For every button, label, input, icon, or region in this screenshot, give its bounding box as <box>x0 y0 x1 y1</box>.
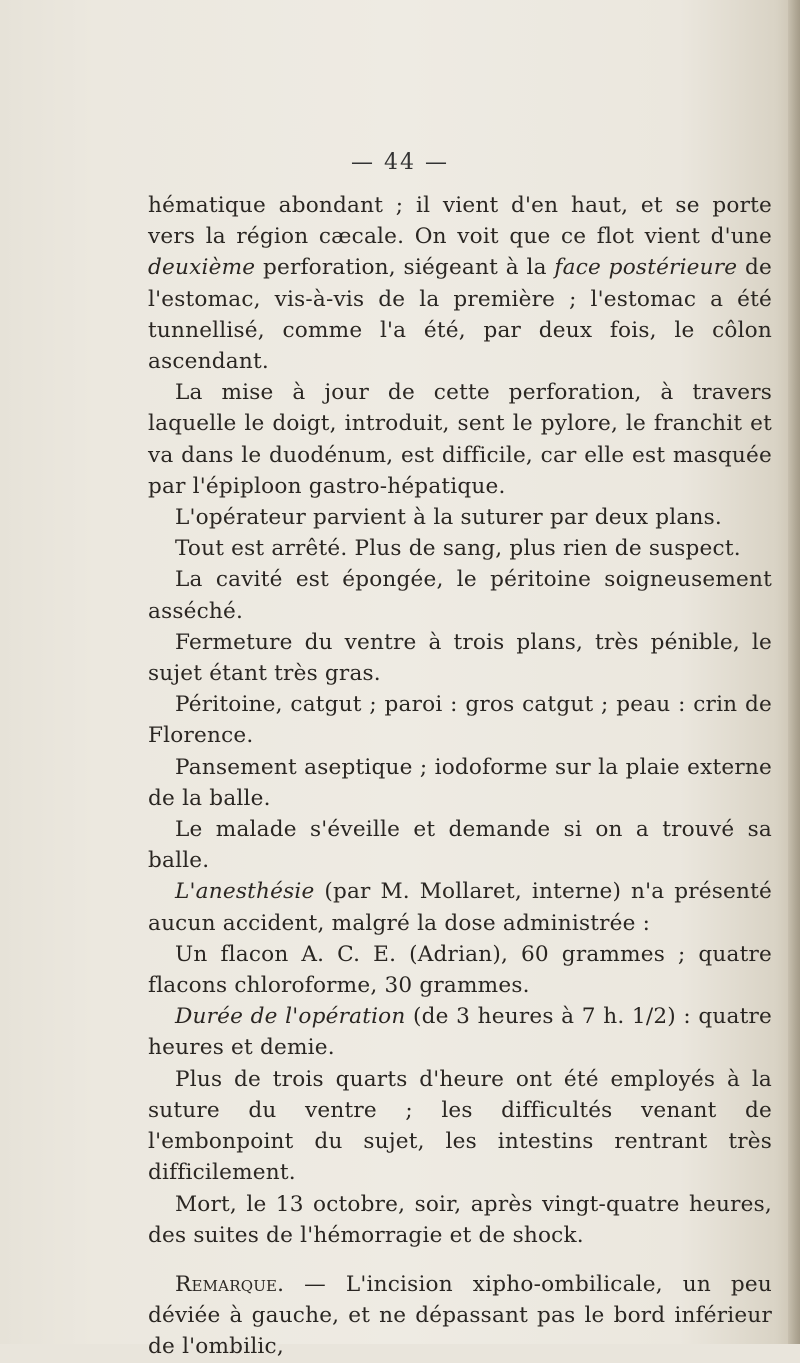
paragraph-duration <box>148 1001 772 1063</box>
body-text <box>148 190 772 1363</box>
italic-heading: L'anesthésie <box>175 879 315 905</box>
page-edge-shadow <box>788 0 800 1344</box>
paragraph: La cavité est épongée, le péritoine soigneusement asséché. <box>148 567 772 624</box>
paragraph: Mort, le 13 octobre, soir, après vingt-quatre heures, des suites de l'hémorragie et de shock. <box>148 1191 772 1248</box>
paragraph-continuation <box>148 190 772 377</box>
paragraph: Fermeture du ventre à trois plans, très pénible, le sujet étant très gras. <box>148 629 772 687</box>
paragraph: Le malade s'éveille et demande si on a trouvé sa balle. <box>148 817 772 874</box>
text-run: hématique abondant ; il vient d'en haut, et se porte vers la région cæcale. On voit que ce flot vient d'une <box>148 193 772 250</box>
italic-text: face postérieure <box>554 255 738 281</box>
text-run: de l'estomac, vis-à-vis de la première ; l'estomac a été tunnellisé, comme l'a été, par deux fois, le côlon ascendant. <box>148 255 772 375</box>
text-run: — L'incision xipho-ombilicale, un peu déviée à gauche, et ne dépassant pas le bord inférieur de l'ombilic, <box>148 1271 772 1360</box>
paragraph-remark <box>148 1269 772 1363</box>
text-run: perforation, siégeant à la <box>255 255 555 281</box>
paragraph-anesthesia <box>148 876 772 938</box>
italic-text: deuxième <box>148 255 256 281</box>
paragraph: Un flacon A. C. E. (Adrian), 60 grammes ; quatre flacons chloroforme, 30 grammes. <box>148 941 772 999</box>
italic-heading: Durée de l'opération <box>175 1004 406 1030</box>
paragraph: L'opérateur parvient à la suturer par deux plans. <box>175 505 722 531</box>
page-number: — 44 — <box>351 150 449 175</box>
paragraph: Péritoine, catgut ; paroi : gros catgut ; peau : crin de Florence. <box>148 692 772 749</box>
paragraph: Tout est arrêté. Plus de sang, plus rien de suspect. <box>175 536 741 562</box>
text-run: (par M. Mollaret, interne) n'a présenté aucun accident, malgré la dose administrée : <box>148 879 772 936</box>
paragraph: La mise à jour de cette perforation, à travers laquelle le doigt, introduit, sent le pylore, le franchit et va dans le duodénum, est difficile, car elle est masquée par l'épiploon gastro-hépatique. <box>148 380 772 499</box>
paragraph: Plus de trois quarts d'heure ont été employés à la suture du ventre ; les difficultés venant de l'embonpoint du sujet, les intestins rentrant très difficilement. <box>148 1066 772 1186</box>
paragraph: Pansement aseptique ; iodoforme sur la plaie externe de la balle. <box>148 754 772 811</box>
text-run: (de 3 heures à 7 h. 1/2) : quatre heures et demie. <box>148 1004 772 1061</box>
remark-label: Remarque. <box>175 1271 285 1297</box>
